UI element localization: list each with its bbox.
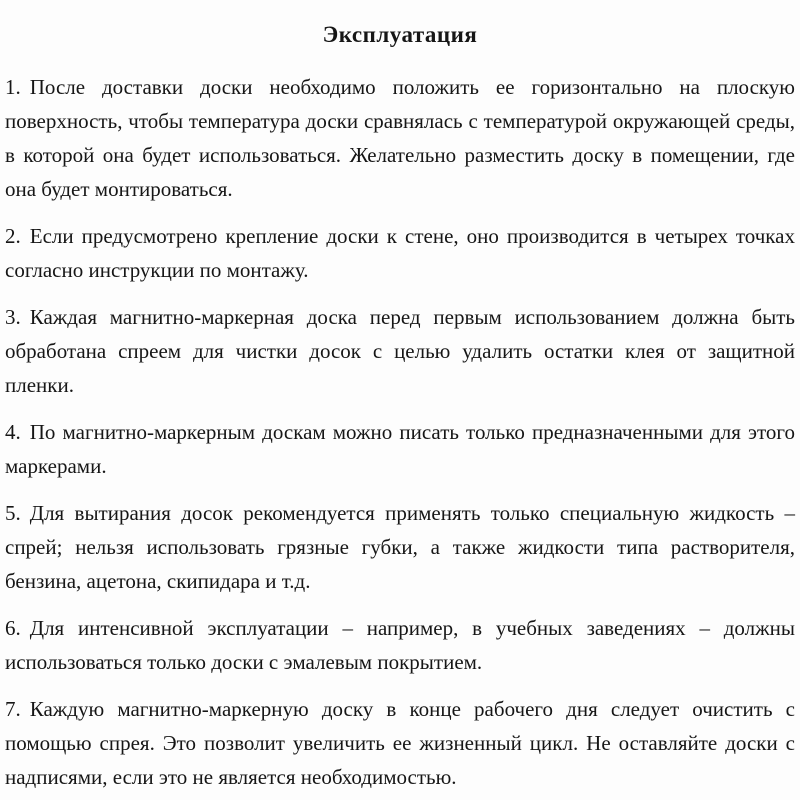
list-item-text: После доставки доски необходимо положить ее горизонтально на плоскую поверхность, чтобы температура доски сравнялась с температурой окружающей среды, в которой она будет использоваться. Желательно разместить доску в помещении, где она будет монтироваться. bbox=[5, 75, 795, 201]
list-item-text: Каждую магнитно-маркерную доску в конце рабочего дня следует очистить с помощью спрея. Это позволит увеличить ее жизненный цикл. Не оставляйте доски с надписями, если это не является необходимостью. bbox=[5, 697, 795, 789]
list-item-text: Для вытирания досок рекомендуется применять только специальную жидкость – спрей; нельзя использовать грязные губки, а также жидкости типа растворителя, бензина, ацетона, скипидара и т.д. bbox=[5, 501, 795, 593]
list-item-number: 5. bbox=[5, 501, 21, 525]
list-item bbox=[5, 692, 795, 794]
list-item bbox=[5, 415, 795, 483]
list-item-text: Для интенсивной эксплуатации – например, в учебных заведениях – должны использоваться только доски с эмалевым покрытием. bbox=[5, 616, 795, 674]
list-item-number: 2. bbox=[5, 224, 21, 248]
list-item-number: 7. bbox=[5, 697, 21, 721]
list-item-number: 6. bbox=[5, 616, 21, 640]
page-title: Эксплуатация bbox=[322, 22, 478, 47]
list-item-number: 1. bbox=[5, 75, 21, 99]
list-item-number: 4. bbox=[5, 420, 21, 444]
list-item-number: 3. bbox=[5, 305, 21, 329]
list-item bbox=[5, 219, 795, 287]
list-item bbox=[5, 300, 795, 402]
list-item bbox=[5, 70, 795, 206]
list-item-text: По магнитно-маркерным доскам можно писать только предназначенными для этого маркерами. bbox=[5, 420, 795, 478]
list-item-text: Каждая магнитно-маркерная доска перед первым использованием должна быть обработана спреем для чистки досок с целью удалить остатки клея от защитной пленки. bbox=[5, 305, 795, 397]
list-item bbox=[5, 611, 795, 679]
list-item bbox=[5, 496, 795, 598]
list-item-text: Если предусмотрено крепление доски к стене, оно производится в четырех точках согласно инструкции по монтажу. bbox=[5, 224, 795, 282]
